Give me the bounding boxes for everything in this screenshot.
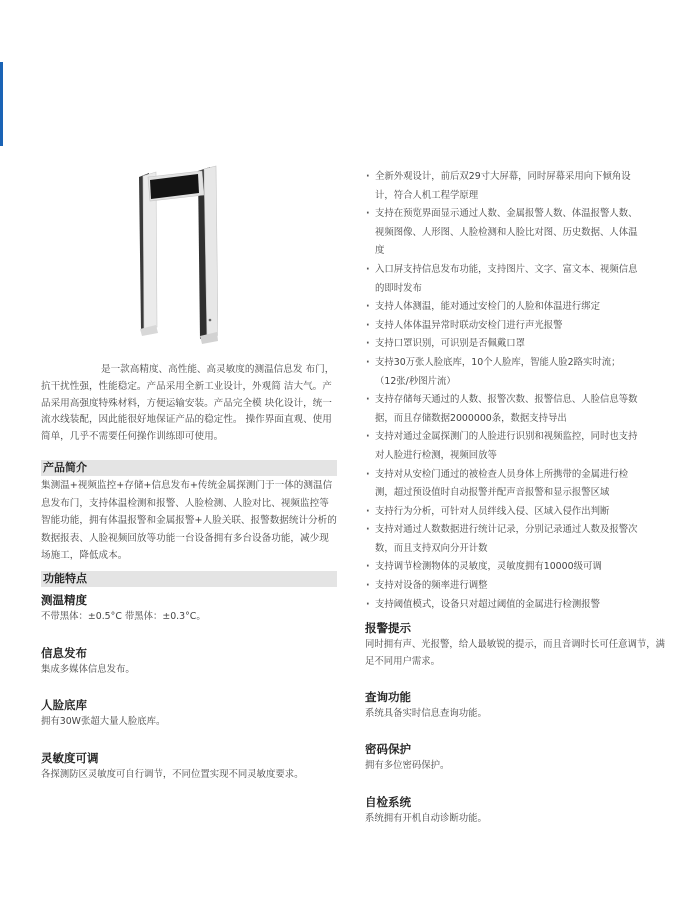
feature-title-self-check: 自检系统 [365,795,411,809]
accent-bar [0,62,3,146]
overview-heading: 产品简介 [41,460,337,476]
feature-title-query: 查询功能 [365,690,411,704]
features-heading: 功能特点 [41,571,337,587]
bullet-item: · 支持行为分析，可针对人员绊线入侵、区域入侵作出判断 [365,503,665,522]
bullet-item: · 支持人体测温，能对通过安检门的人脸和体温进行绑定 [365,298,665,317]
intro-text: 是一款高精度、高性能、高灵敏度的测温信息发 布门，抗干扰性强，性能稳定。产品采用全新工业设计，外观简 洁大气。产品采用高强度特殊材料，方便运输安装。产品完全模 块化设计，统一流水线装配，因此能很好地保证产品的稳定性。 操作界面直观、使用简单，几乎不需要任何操作训练即可使用。 [41,364,335,443]
feature-text-face-library: 拥有30W张超大量人脸底库。 [41,716,166,727]
bullet-item: · 支持对设备的频率进行调整 [365,577,665,596]
bullet-item: · 支持对通过人数数据进行统计记录，分别记录通过人数及报警次 数，而且支持双向分开计数 [365,521,665,558]
bullet-item: · 支持人体体温异常时联动安检门进行声光报警 [365,317,665,336]
feature-title-face-library: 人脸底库 [41,698,87,712]
bullet-item: · 支持调节检测物体的灵敏度，灵敏度拥有10000级可调 [365,558,665,577]
feature-title-info-publish: 信息发布 [41,646,87,660]
feature-title-password: 密码保护 [365,742,411,756]
feature-bullet-list [365,168,665,614]
feature-title-sensitivity: 灵敏度可调 [41,751,99,765]
bullet-item: · 支持在预览界面显示通过人数、金属报警人数、体温报警人数、 视频图像、人形图、人脸检测和人脸比对图、历史数据、人体温 度 [365,205,665,261]
feature-text-sensitivity: 各探测防区灵敏度可自行调节，不同位置实现不同灵敏度要求。 [41,769,304,780]
product-image [138,163,218,355]
feature-text-temp-accuracy: 不带黑体：±0.5°C 带黑体：±0.3°C。 [41,611,206,622]
feature-title-alarm: 报警提示 [365,621,411,635]
feature-text-self-check: 系统拥有开机自动诊断功能。 [365,813,487,824]
feature-text-info-publish: 集成多媒体信息发布。 [41,664,135,675]
bullet-item: · 支持阈值模式，设备只对超过阈值的金属进行检测报警 [365,596,665,615]
feature-text-password: 拥有多位密码保护。 [365,760,450,771]
bullet-item: · 支持对从安检门通过的被检查人员身体上所携带的金属进行检 测，超过预设值时自动报警并配声音报警和显示报警区域 [365,466,665,503]
feature-title-temp-accuracy: 测温精度 [41,593,87,607]
intro-paragraph [41,362,337,446]
bullet-item: · 支持口罩识别，可识别是否佩戴口罩 [365,335,665,354]
feature-text-query: 系统具备实时信息查询功能。 [365,708,487,719]
bullet-item: · 入口屏支持信息发布功能，支持图片、文字、富文本、视频信息 的即时发布 [365,261,665,298]
overview-text: 集测温+视频监控+存储+信息发布+传统金属探测门于一体的测温信息发布门，支持体温检测和报警、人脸检测、人脸对比、视频监控等智能功能，拥有体温报警和金属报警+人脸关联、报警数据统计分析的数据报表、人脸视频回放等功能一台设备拥有多台设备功能，减少现场施工，降低成本。 [41,480,337,562]
bullet-item: · 支持存储每天通过的人数、报警次数、报警信息、人脸信息等数 据，而且存储数据2000000条，数据支持导出 [365,391,665,428]
bullet-item: · 全新外观设计，前后双29寸大屏幕，同时屏幕采用向下倾角设 计，符合人机工程学原理 [365,168,665,205]
feature-text-alarm: 同时拥有声、光报警，给人最敏锐的提示，而且音调时长可任意调节，满足不同用户需求。 [365,639,666,667]
bullet-item: · 支持对通过金属探测门的人脸进行识别和视频监控，同时也支持 对人脸进行检测，视频回放等 [365,428,665,465]
bullet-item: · 支持30万张人脸底库，10个人脸库，智能人脸2路实时流； （12张/秒图片流） [365,354,665,391]
